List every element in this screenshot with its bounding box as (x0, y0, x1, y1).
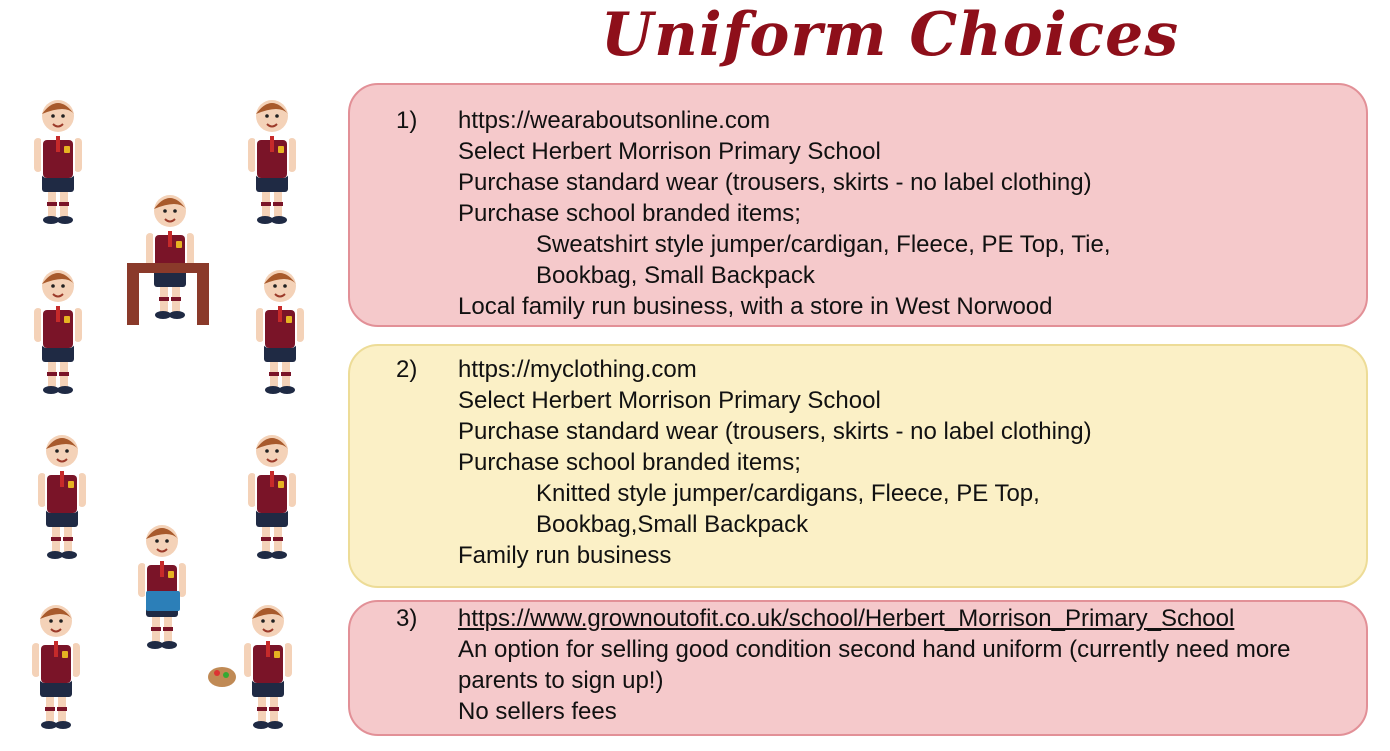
option-item-line: Bookbag,Small Backpack (536, 511, 809, 538)
option-number: 1) (396, 107, 418, 134)
option-line: Purchase school branded items; (458, 200, 801, 227)
option-url: https://wearaboutsonline.com (458, 107, 771, 134)
option-number: 3) (396, 605, 418, 632)
option-url-link[interactable]: https://www.grownoutofit.co.uk/school/Herbert_Morrison_Primary_School (458, 605, 1235, 632)
option-item-line: Sweatshirt style jumper/cardigan, Fleece, PE Top, Tie, (536, 231, 1111, 258)
option-line: Select Herbert Morrison Primary School (458, 138, 881, 165)
option-line: parents to sign up!) (458, 667, 664, 694)
option-url: https://myclothing.com (458, 356, 697, 383)
option-note: Local family run business, with a store in West Norwood (458, 293, 1053, 320)
option-card-2 (348, 344, 1368, 588)
option-note: Family run business (458, 542, 672, 569)
option-item-line: Knitted style jumper/cardigans, Fleece, PE Top, (536, 480, 1040, 507)
option-line: Select Herbert Morrison Primary School (458, 387, 881, 414)
option-card-1 (348, 83, 1368, 327)
option-number: 2) (396, 356, 418, 383)
option-card-3 (348, 600, 1368, 736)
children-illustration (0, 85, 340, 745)
option-line: An option for selling good condition second hand uniform (currently need more (458, 636, 1291, 663)
option-line: Purchase standard wear (trousers, skirts - no label clothing) (458, 418, 1092, 445)
option-item-line: Bookbag, Small Backpack (536, 262, 815, 289)
option-line: Purchase school branded items; (458, 449, 801, 476)
page-title: Uniform Choices (600, 0, 1180, 70)
option-line: Purchase standard wear (trousers, skirts - no label clothing) (458, 169, 1092, 196)
option-line: No sellers fees (458, 698, 617, 725)
